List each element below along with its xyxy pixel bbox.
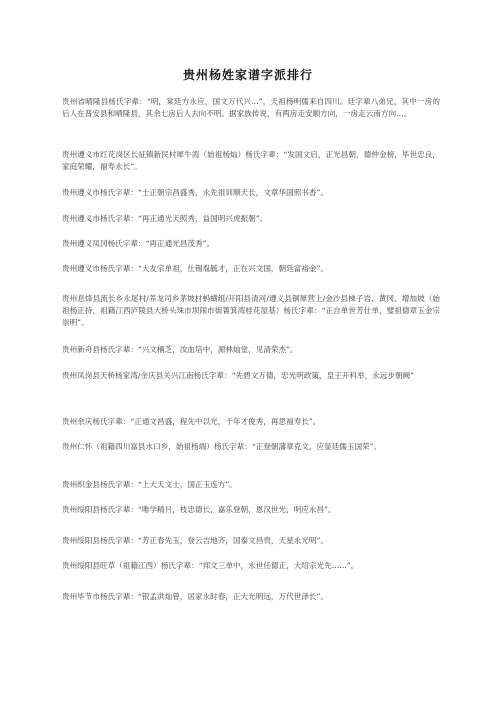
paragraph-yuqing: 贵州余庆杨氏字辈：“正通文昌盛，程先中以光，千年才俊秀，再思福寿长”。 <box>62 417 321 426</box>
paragraph-suiyang-1: 贵州绥阳县杨氏字辈：“唯学精月，枝忠德长，嘉乐登朝，恩汉世光，明应永昌”。 <box>62 505 336 514</box>
paragraph-zunyi-1: 贵州遵义市杨氏字辈：“士正朝宗昌盛秀，永先祖训顺天长，文章华国照书香”。 <box>62 188 328 197</box>
paragraph-zunyi-honghuagang: 贵州遵义市红花岗区长征镇新民村犀牛湾（始祖杨灿）杨氏字辈：“发国文启，正光昌朝，德仲金榜，毕世忠良，家庭荣耀，福寿永长”。 <box>62 150 440 172</box>
paragraph-qinglong: 贵州省晴隆县杨氏字辈：“明，棠廷方永应，国文万代兴…”，天祖杨明儒来自四川。廷字辈八弟兄，其中一房的后人在普安县和晴隆县，其余七房后人去向不明。据家族传说，有两房走安顺方向，一房走云南方向…。 <box>62 97 440 119</box>
paragraph-suiyang-2: 贵州绥阳县杨氏字辈：“芳正春先玉，登云吉地齐，国泰文昌贵，天星永光明”。 <box>62 536 328 545</box>
paragraph-xifeng: 贵州息烽县流长乡永尾村/养龙司乡茅坡村蚂蟥组/开阳县清河/遵义县铜犀营上/金沙县梯子岩、黄冈、增加坡（始祖杨正持，祖籍江西庐陵县大桥头珠市坝闹市街箐箕湾桂花屋基）杨氏字辈：“正自单世芳仕单，璧祖德章玉金宗崇明”。 <box>62 294 440 328</box>
paragraph-bijie: 贵州毕节市杨氏字辈：“银孟洪灿曾，居家永时春，正大光明远，万代世泽长”。 <box>62 592 328 601</box>
paragraph-zunyi-2: 贵州遵义市杨氏字辈：“再正通光天照秀，益国明兴虎振朝”。 <box>62 214 268 223</box>
paragraph-suiyang-wangcao: 贵州绥阳县旺草（祖籍江西）杨氏字辈：“邦文三单中，永世任德正，大绍宗光先……”。 <box>62 561 359 570</box>
paragraph-xinzhou: 贵州新舟县杨氏字辈：“兴文楠芝，汝血培中，源林灿堂，见清荣杰”。 <box>62 345 298 354</box>
document-title: 贵州杨姓家谱字派排行 <box>182 68 313 82</box>
paragraph-zhijin: 贵州织金县杨氏字辈：“上大天文士，国正玉连方”。 <box>62 480 237 489</box>
paragraph-fenggang-1: 贵州遵义凤冈杨氏字辈：“再正通光昌茂秀”。 <box>62 239 215 248</box>
paragraph-zunyi-3: 贵州遵义市杨氏字辈：“大友宗单祖，仕锡胤毓才，正在兴文国，朝廷富裕金”。 <box>62 264 328 273</box>
paragraph-fenggang-2: 贵州凤岗县天桥杨家湾/余庆县关兴江南杨氏字辈：“先碧文万德，忠光明政策，皇王开科举，永远步朝阙” <box>62 371 415 380</box>
paragraph-renhuai: 贵州仁怀（祖籍四川富县水口乡，始祖杨端）杨氏字辈：“正登朝藩章克文，应显廷儒玉国荣”。 <box>62 442 382 451</box>
